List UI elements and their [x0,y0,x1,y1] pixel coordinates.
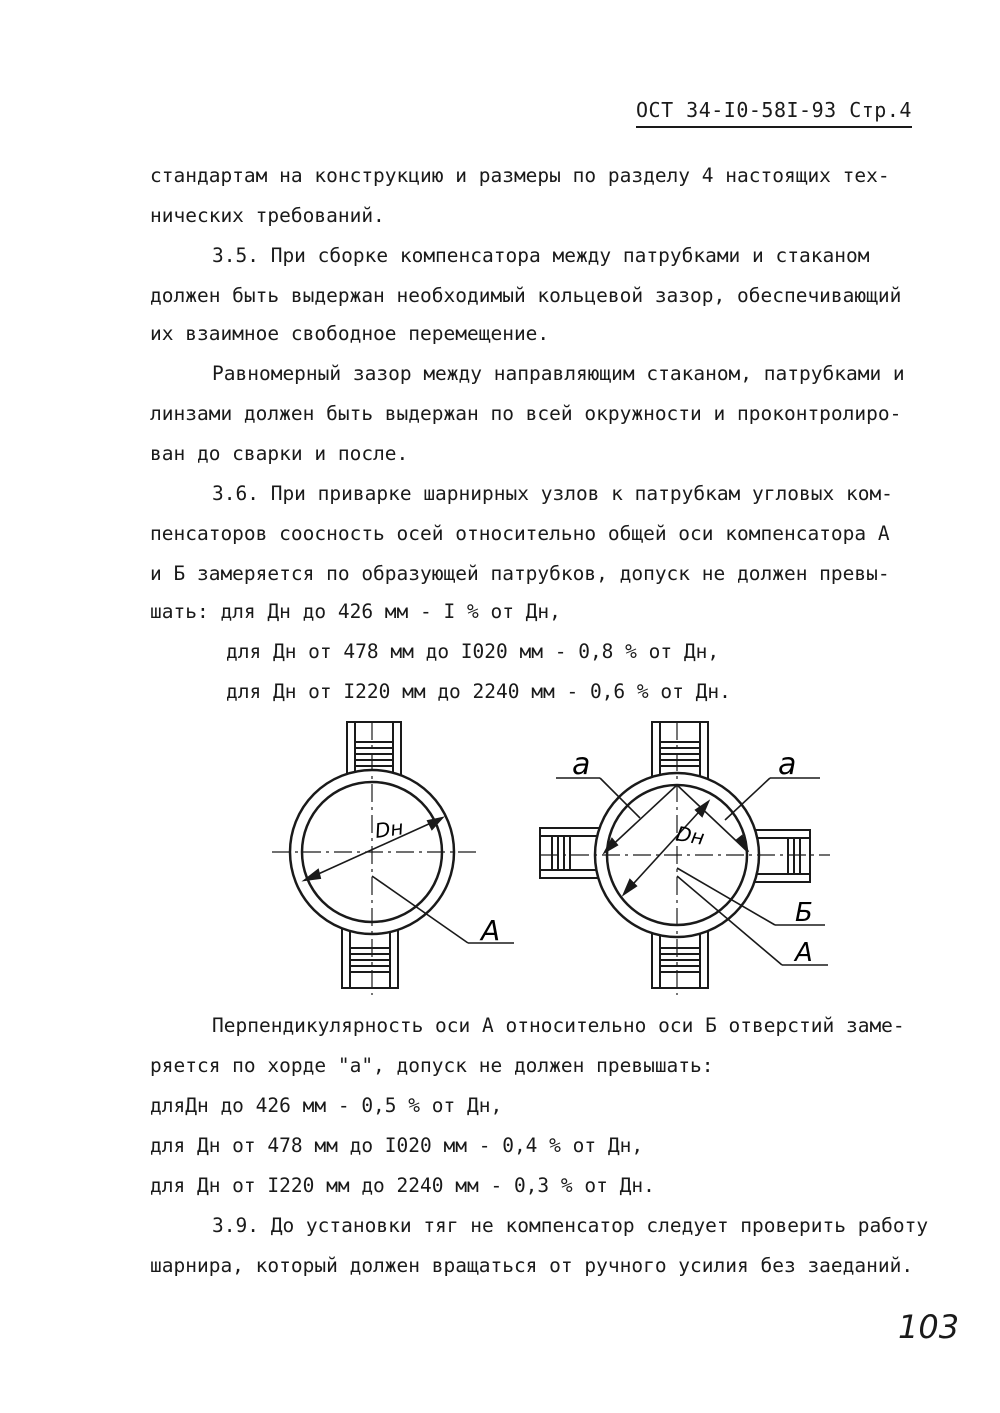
text-line: ван до сварки и после. [150,442,409,465]
text-line: должен быть выдержан необходимый кольцевой зазор, обеспечивающий [150,284,902,307]
right-chord-label-right: а [778,747,797,782]
text-line: линзами должен быть выдержан по всей окружности и проконтролиро- [150,402,902,425]
text-line: и Б замеряется по образующей патрубков, допуск не должен превы- [150,562,890,585]
text-line: их взаимное свободное перемещение. [150,322,550,345]
tolerance-line: для Дн от 478 мм до I020 мм - 0,8 % от Дн, [226,640,720,663]
text-line: нических требований. [150,204,385,227]
text-line: шарнира, который должен вращаться от ручного усилия без заеданий. [150,1254,914,1277]
text-line: ряется по хорде "а", допуск не должен превышать: [150,1054,714,1077]
text-line: пенсаторов соосность осей относительно общей оси компенсатора А [150,522,890,545]
right-chord-label-left: а [572,747,591,782]
right-axis-label-a: А [795,938,813,968]
left-compensator-figure [272,722,514,995]
tolerance-line: для Дн от I220 мм до 2240 мм - 0,6 % от Дн. [226,680,731,703]
page-number: 103 [898,1308,960,1346]
tolerance-line: для Дн от I220 мм до 2240 мм - 0,3 % от Дн. [150,1174,655,1197]
right-diameter-label: Dн [674,821,707,850]
left-diameter-label: Dн [373,815,405,843]
text-line: стандартам на конструкцию и размеры по разделу 4 настоящих тех- [150,164,890,187]
section-3-6-heading: 3.6. При приварке шарнирных узлов к патрубкам угловых ком- [212,482,893,505]
right-axis-label-b: Б [795,898,813,928]
tolerance-line: дляДн до 426 мм - 0,5 % от Дн, [150,1094,503,1117]
left-axis-label-a: А [481,914,501,947]
text-line: Равномерный зазор между направляющим стаканом, патрубками и [212,362,905,385]
section-3-5-heading: 3.5. При сборке компенсатора между патрубками и стаканом [212,244,870,267]
section-3-9-heading: 3.9. До установки тяг не компенсатор следует проверить работу [212,1214,929,1237]
text-line: шать: для Дн до 426 мм - I % от Дн, [150,600,561,623]
tolerance-line: для Дн от 478 мм до I020 мм - 0,4 % от Дн, [150,1134,644,1157]
document-header: ОСТ 34-I0-58I-93 Стр.4 [636,98,912,128]
text-line: Перпендикулярность оси А относительно оси Б отверстий заме- [212,1014,905,1037]
